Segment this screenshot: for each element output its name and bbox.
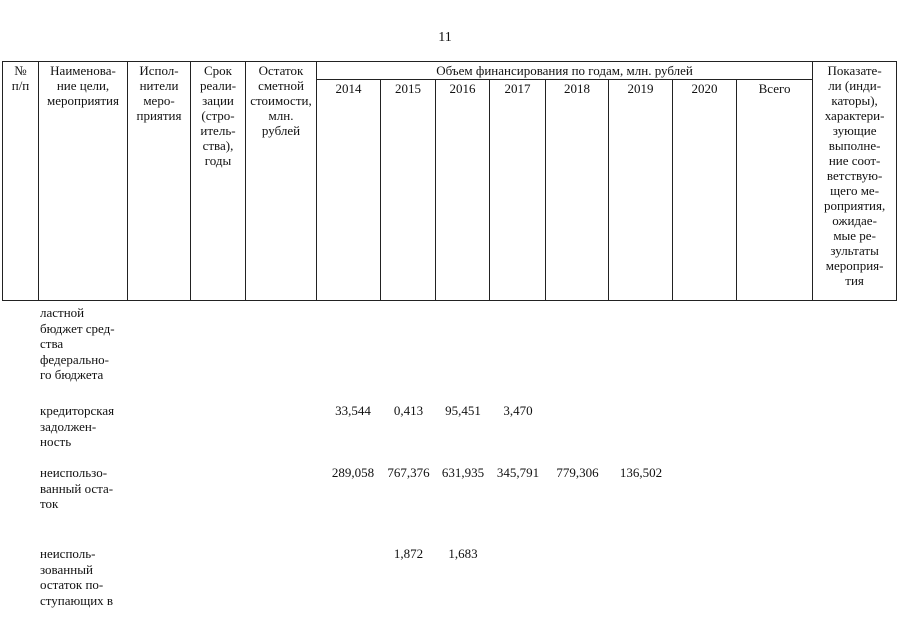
header-name: Наименова- ние цели, мероприятия bbox=[39, 62, 128, 301]
row-value: 767,376 bbox=[387, 465, 430, 480]
row-value: 33,544 bbox=[335, 403, 371, 418]
header-financing: Объем финансирования по годам, млн. рублей bbox=[317, 62, 813, 80]
header-year: 2015 bbox=[381, 80, 436, 301]
header-executors: Испол- нители меро- приятия bbox=[128, 62, 191, 301]
header-indicators: Показате- ли (инди- каторы), характери- зующие выполне- ние соот- ветствую- щего ме- роприятия, ожидае- мые ре- зультаты мероприя- тия bbox=[813, 62, 897, 301]
row-value: 779,306 bbox=[556, 465, 599, 480]
row-value: 3,470 bbox=[503, 403, 533, 418]
row-value: 1,872 bbox=[393, 546, 424, 561]
header-term: Срок реали- зации (стро- итель- ства), годы bbox=[191, 62, 246, 301]
row-value: 136,502 bbox=[619, 465, 663, 480]
row-value: 289,058 bbox=[331, 465, 375, 480]
header-year: 2018 bbox=[546, 80, 609, 301]
header-year: 2016 bbox=[436, 80, 490, 301]
row-label: кредиторская задолжен- ность bbox=[40, 403, 115, 449]
row-value: 95,451 bbox=[445, 403, 481, 418]
row-value: 631,935 bbox=[441, 465, 485, 480]
page-number: 11 bbox=[438, 30, 452, 45]
header-rest-cost: Остаток сметной стоимости, млн. рублей bbox=[246, 62, 317, 301]
row-label: ластной бюджет сред- ства федерально- го бюджета bbox=[40, 305, 115, 382]
header-year: 2017 bbox=[490, 80, 546, 301]
header-number: № п/п bbox=[3, 62, 39, 301]
row-value: 1,683 bbox=[448, 546, 478, 561]
header-year: 2014 bbox=[317, 80, 381, 301]
row-label: неиспользо- ванный оста- ток bbox=[40, 465, 114, 511]
header-year: 2019 bbox=[609, 80, 673, 301]
header-year: Всего bbox=[737, 80, 813, 301]
row-label: неисполь- зованный остаток по- ступающих в bbox=[40, 546, 114, 608]
header-year: 2020 bbox=[673, 80, 737, 301]
table-header bbox=[2, 61, 897, 301]
row-value: 0,413 bbox=[393, 403, 424, 418]
row-value: 345,791 bbox=[496, 465, 540, 480]
